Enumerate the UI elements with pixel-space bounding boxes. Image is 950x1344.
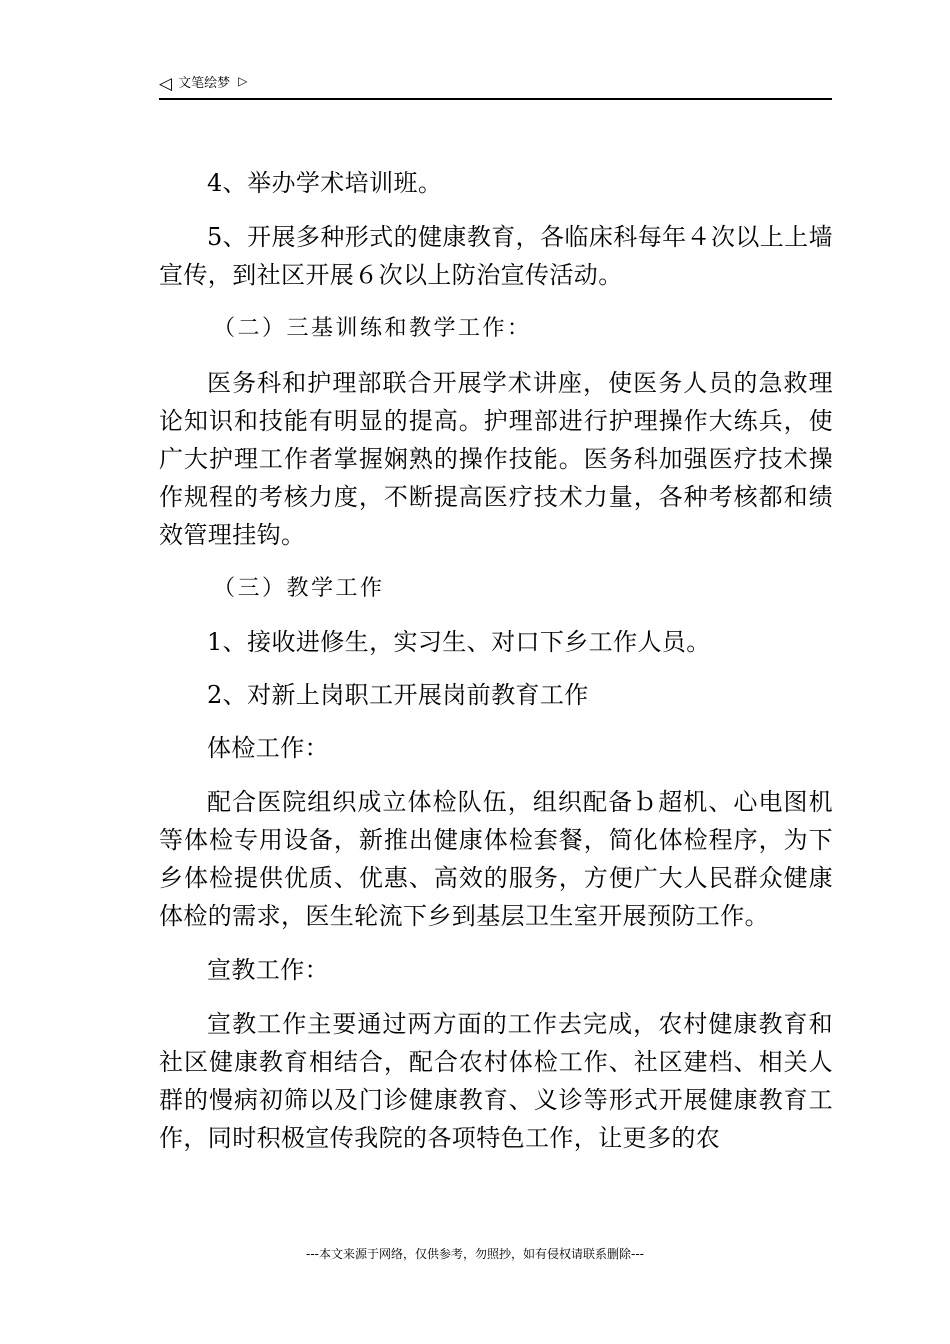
- paragraph-item-4: 4、举办学术培训班。: [207, 169, 443, 197]
- subheading-publicity: 宣教工作：: [207, 956, 329, 984]
- paragraph-training: 医务科和护理部联合开展学术讲座，使医务人员的急救理论知识和技能有明显的提高。护理部进行护理操作大练兵，使广大护理工作者掌握娴熟的操作技能。医务科加强医疗技术操作规程的考核力度，不断提高医疗技术力量，各种考核都和绩效管理挂钩。: [159, 369, 833, 549]
- document-body: [159, 164, 833, 1157]
- section-heading-basic-training: （二）三基训练和教学工作：: [213, 316, 532, 341]
- paragraph-physical-exam: 配合医院组织成立体检队伍，组织配备ｂ超机、心电图机等体检专用设备，新推出健康体检套餐，简化体检程序，为下乡体检提供优质、优惠、高效的服务，方便广大人民群众健康体检的需求，医生轮流下乡到基层卫生室开展预防工作。: [159, 788, 833, 930]
- triangle-right-icon: ▷: [238, 74, 248, 88]
- paragraph-teaching-item-2: 2、对新上岗职工开展岗前教育工作: [207, 681, 589, 709]
- paragraph-item-5: 5、开展多种形式的健康教育，各临床科每年４次以上上墙宣传，到社区开展６次以上防治宣传活动。: [159, 223, 833, 289]
- header-brand-group: [159, 74, 247, 94]
- page-header: [159, 74, 832, 100]
- subheading-physical-exam: 体检工作：: [207, 734, 329, 762]
- header-brand: 文笔绘梦: [178, 76, 231, 91]
- page-footer-disclaimer: ---本文来源于网络，仅供参考，勿照抄，如有侵权请联系删除---: [306, 1247, 644, 1261]
- paragraph-publicity: 宣教工作主要通过两方面的工作去完成，农村健康教育和社区健康教育相结合，配合农村体检工作、社区建档、相关人群的慢病初筛以及门诊健康教育、义诊等形式开展健康教育工作，同时积极宣传我院的各项特色工作，让更多的农: [159, 1010, 833, 1152]
- section-heading-teaching: （三）教学工作: [213, 576, 385, 601]
- paragraph-teaching-item-1: 1、接收进修生，实习生、对口下乡工作人员。: [207, 628, 711, 656]
- triangle-left-icon: ◁: [159, 74, 173, 94]
